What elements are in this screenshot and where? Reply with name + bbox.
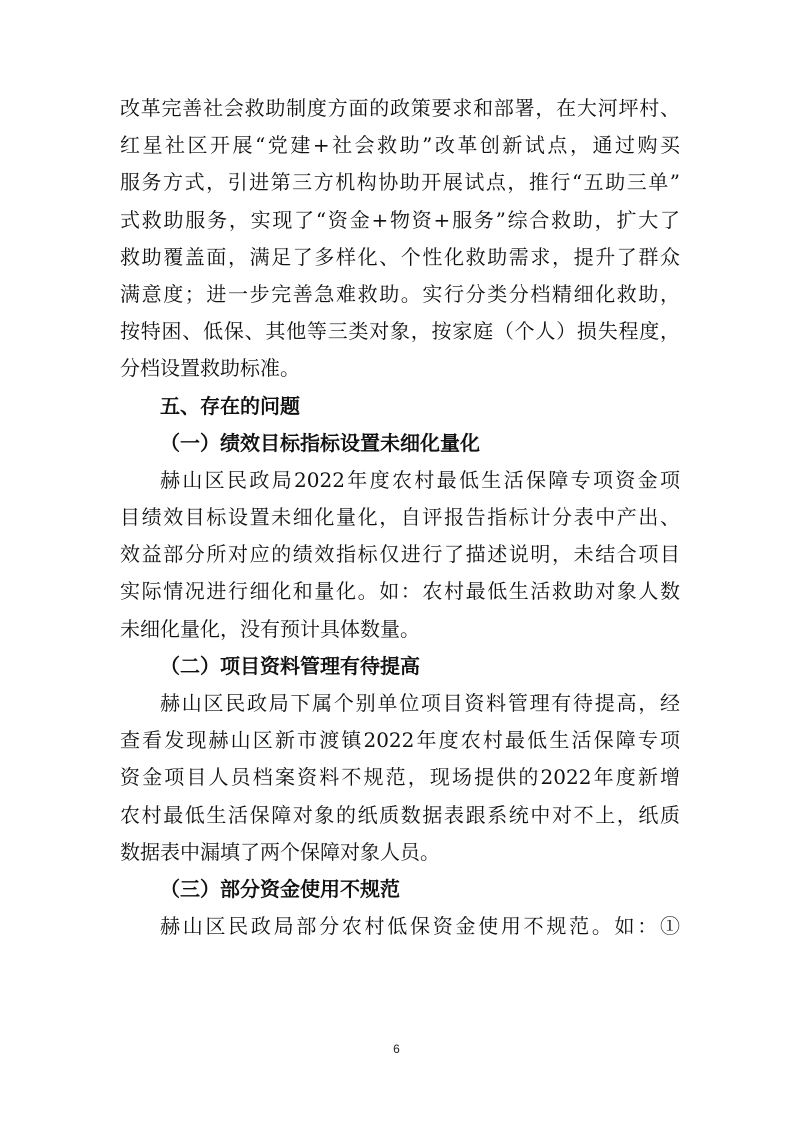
page-number: 6 xyxy=(393,1042,400,1056)
subsection-heading-3: （三）部分资金使用不规范 xyxy=(160,876,400,901)
text-line: 查看发现赫山区新市渡镇2022年度农村最低生活保障专项 xyxy=(120,728,680,753)
text-line: 救助覆盖面，满足了多样化、个性化救助需求，提升了群众 xyxy=(120,244,680,269)
text-line: 服务方式，引进第三方机构协助开展试点，推行“五助三单” xyxy=(120,170,680,195)
text-line: 赫山区民政局部分农村低保资金使用不规范。如：① xyxy=(160,914,680,939)
text-line: 数据表中漏填了两个保障对象人员。 xyxy=(120,839,440,864)
subsection-2-paragraph xyxy=(120,685,680,871)
text-line: 分档设置救助标准。 xyxy=(120,356,300,381)
subsection-heading-1: （一）绩效目标指标设置未细化量化 xyxy=(160,430,480,455)
page-body xyxy=(120,90,680,945)
text-line: 赫山区民政局下属个别单位项目资料管理有待提高，经 xyxy=(160,691,680,715)
text-line: 实际情况进行细化和量化。如：农村最低生活救助对象人数 xyxy=(120,579,680,604)
text-line: 目绩效目标设置未细化量化，自评报告指标计分表中产出、 xyxy=(120,505,680,530)
text-line: 式救助服务，实现了“资金+物资+服务”综合救助，扩大了 xyxy=(120,207,680,232)
subsection-1-paragraph xyxy=(120,462,680,648)
text-line: 满意度；进一步完善急难救助。实行分类分档精细化救助， xyxy=(120,281,680,306)
text-line: 红星社区开展“党建+社会救助”改革创新试点，通过购买 xyxy=(120,133,680,158)
text-line: 未细化量化，没有预计具体数量。 xyxy=(120,616,420,641)
text-line: 效益部分所对应的绩效指标仅进行了描述说明，未结合项目 xyxy=(120,542,680,567)
section-heading: 五、存在的问题 xyxy=(160,393,300,418)
text-line: 赫山区民政局2022年度农村最低生活保障专项资金项 xyxy=(160,467,680,492)
text-line: 按特困、低保、其他等三类对象，按家庭（个人）损失程度， xyxy=(120,319,680,344)
text-line: 改革完善社会救助制度方面的政策要求和部署，在大河坪村、 xyxy=(120,96,680,120)
text-line: 农村最低生活保障对象的纸质数据表跟系统中对不上，纸质 xyxy=(120,802,680,827)
intro-paragraph xyxy=(120,90,680,388)
subsection-heading-2: （二）项目资料管理有待提高 xyxy=(160,653,420,678)
text-line: 资金项目人员档案资料不规范，现场提供的2022年度新增 xyxy=(120,765,680,790)
subsection-3-paragraph xyxy=(120,908,680,945)
